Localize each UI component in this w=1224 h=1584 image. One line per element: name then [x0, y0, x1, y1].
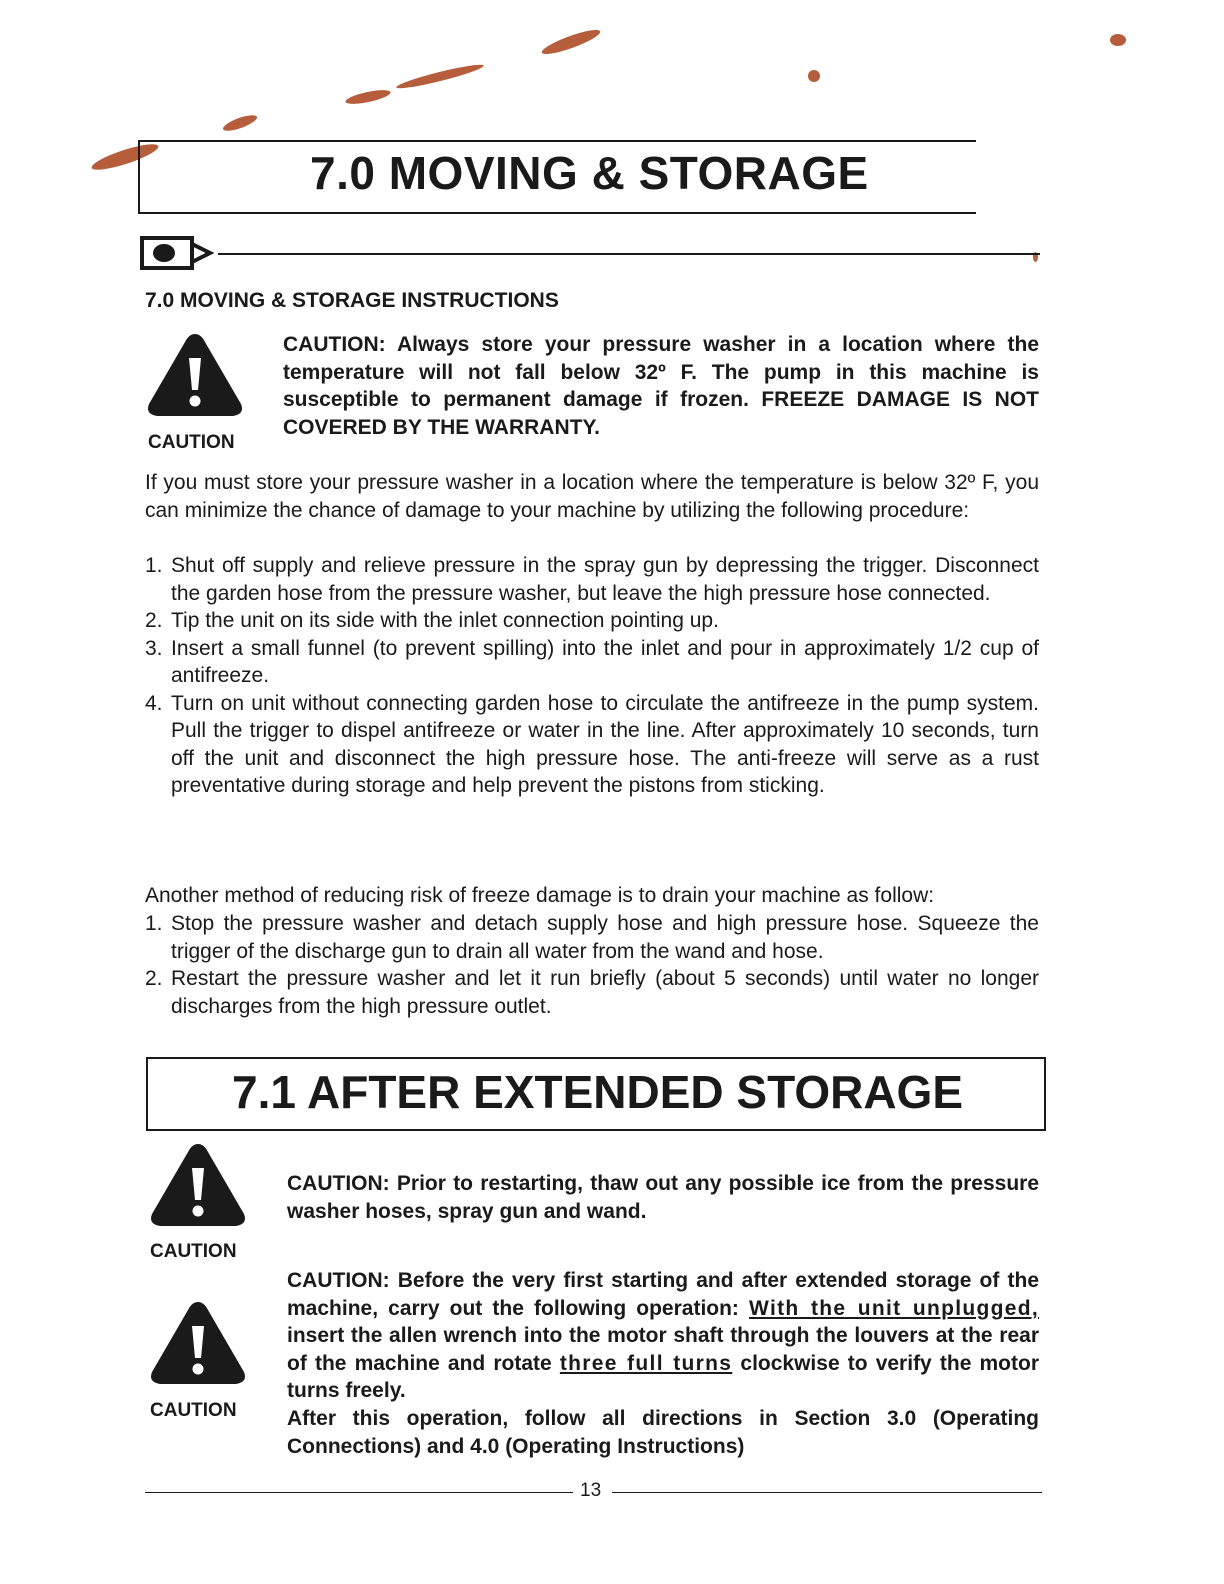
storage-intro-text: If you must store your pressure washer in a location where the temperature is below 32º F, you can minimize the chance of damage to your machine by utilizing the following procedure:	[145, 471, 1039, 522]
caution-label: CAUTION	[150, 1400, 237, 1421]
section-7-0-subheading: 7.0 MOVING & STORAGE INSTRUCTIONS	[145, 289, 559, 312]
caution-label: CAUTION	[150, 1241, 237, 1262]
footer-rule-right	[612, 1492, 1042, 1493]
section-7-0-title: 7.0 MOVING & STORAGE	[310, 147, 869, 199]
freeze-caution-text: CAUTION: Always store your pressure washer in a location where the temperature will not fall below 32º F. The pump in this machine is susceptible to permanent damage if frozen. FREEZE DAMAGE IS NOT COVERED BY THE WARRANTY.	[283, 333, 1039, 439]
list-item: 3. Insert a small funnel (to prevent spilling) into the inlet and pour in approximately 1/2 cup of antifreeze.	[145, 636, 1039, 687]
section-divider	[218, 253, 1040, 255]
footer-rule-left	[145, 1492, 573, 1493]
antifreeze-steps-list	[145, 552, 1039, 800]
motor-check-caution-text: CAUTION: Before the very first starting and after extended storage of the machine, carry out the following operation: With the unit unplugged, insert the allen wrench into the motor shaft through the louvers at the rear of the machine and rotate three full turns clockwise to verify the motor turns freely.	[287, 1269, 1039, 1402]
list-item: 1. Shut off supply and relieve pressure in the spray gun by depressing the trigger. Disconnect the garden hose from the pressure washer, but leave the high pressure hose connected.	[145, 554, 1039, 605]
caution-label: CAUTION	[148, 432, 235, 453]
section-7-1-title: 7.1 AFTER EXTENDED STORAGE	[232, 1066, 964, 1118]
page-number: 13	[580, 1480, 602, 1501]
drain-steps-list	[145, 910, 1039, 1020]
list-item: 2. Restart the pressure washer and let it run briefly (about 5 seconds) until water no longer discharges from the high pressure outlet.	[145, 967, 1039, 1018]
caution-warning-icon	[148, 1140, 248, 1230]
manual-book-icon	[140, 236, 216, 272]
list-item: 1. Stop the pressure washer and detach supply hose and high pressure hose. Squeeze the trigger of the discharge gun to drain all water from the wand and hose.	[145, 912, 1039, 963]
caution-warning-icon	[148, 1298, 248, 1388]
follow-directions-text: After this operation, follow all directions in Section 3.0 (Operating Connections) and 4.0 (Operating Instructions)	[287, 1407, 1039, 1458]
thaw-caution-text: CAUTION: Prior to restarting, thaw out any possible ice from the pressure washer hoses, spray gun and wand.	[287, 1172, 1039, 1223]
list-item: 2. Tip the unit on its side with the inlet connection pointing up.	[145, 609, 719, 632]
caution-warning-icon	[145, 330, 245, 420]
list-item: 4. Turn on unit without connecting garden hose to circulate the antifreeze in the pump system. Pull the trigger to dispel antifreeze or water in the line. After approximately 10 seconds, turn off the unit and disconnect the high pressure hose. The anti-freeze will serve as a rust preventative during storage and help prevent the pistons from sticking.	[145, 691, 1039, 797]
drain-intro-text: Another method of reducing risk of freeze damage is to drain your machine as follow:	[145, 884, 935, 907]
